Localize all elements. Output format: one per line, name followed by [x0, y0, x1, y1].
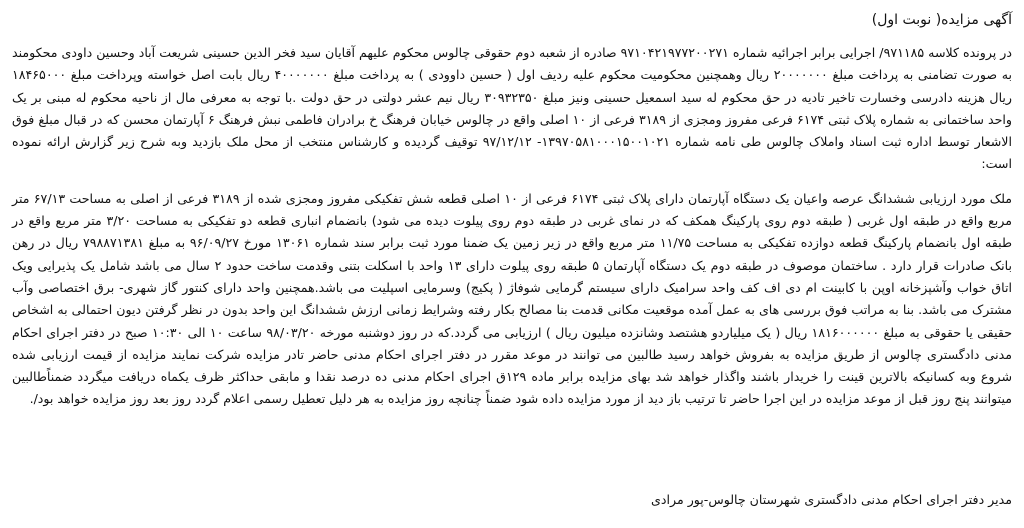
- case-details-paragraph: در پرونده کلاسه ۹۷۱۱۸۵/ اجرایی برابر اجرائیه شماره ۹۷۱۰۴۲۱۹۷۷۲۰۰۲۷۱ صادره از شعبه دوم حقوقی چالوس محکوم علیهم آقایان سید فخر الدین حسینی شریعت آباد وحسین داودی محکومند به صورت تضامنی به پرداخت مبلغ ۲۰۰۰۰۰۰۰ ریال وهمچنین محکومیت محکوم علیه ردیف اول ( حسین داوودی ) به پرداخت مبلغ ۴۰۰۰۰۰۰۰ ریال بابت اصل خواسته وپرداخت مبلغ ۱۸۴۶۵۰۰۰ ریال هزینه دادرسی وخسارت تاخیر تادیه در حق محکوم له سید اسمعیل حسینی ونیز مبلغ ۳۰۹۳۲۳۵۰ ریال نیم عشر دولتی در حق دولت .با توجه به معرفی مال از ناحیه محکوم له مبنی بر یک واحد ساختمانی به شماره پلاک ثبتی ۶۱۷۴ فرعی مفروز ومجزی از ۳۱۸۹ فرعی از ۱۰ اصلی واقع در چالوس خیابان فرهنگ خ برادران فاطمی نبش فرهنگ ۶ آپارتمان محسن که در قبال مبلغ فوق الاشعار توسط اداره ثبت اسناد واملاک چالوس طی نامه شماره ۱۳۹۷۰۵۸۱۰۰۰۱۵۰۰۱۰۲۱- ۹۷/۱۲/۱۲ توقیف گردیده و کارشناس منتخب از محل ملک بازدید وبه شرح زیر گزارش ارائه نموده است:: [12, 45, 1013, 172]
- property-description-paragraph: ملک مورد ارزیابی ششدانگ عرصه واعیان یک دستگاه آپارتمان دارای پلاک ثبتی ۶۱۷۴ فرعی از ۱۰ اصلی قطعه شش تفکیکی مفروز ومجزی شده از ۳۱۸۹ فرعی از اصلی به مساحت ۶۷/۱۳ متر مربع واقع در طبقه اول غربی ( طبقه دوم روی پارکینگ همکف که در نمای غربی در طبقه دوم روی پیلوت دیده می شود) بانضمام انباری قطعه دو تفکیکی به مساحت ۳/۲۰ متر مربع واقع در طبقه اول بانضمام پارکینگ قطعه دوازده تفکیکی به مساحت ۱۱/۷۵ متر مربع واقع در زیر زمین یک ضمنا مورد ثبت برابر سند شماره ۱۳۰۶۱ مورخ ۹۶/۰۹/۲۷ به مبلغ ۷۹۸۸۷۱۳۸۱ ریال در رهن بانک صادرات قرار دارد . ساختمان موصوف در طبقه دوم یک دستگاه آپارتمان ۵ طبقه روی پیلوت دارای ۱۳ واحد با اسکلت بتنی وقدمت ساخت حدود ۲ سال می باشد شامل یک پذیرایی ویک اتاق خواب وآشپزخانه اوپن با کابینت ام دی اف کف واحد سرامیک دارای سیستم گرمایی شوفاژ ( پکیج) وسرمایی اسپلیت می باشد.همچنین واحد دارای کنتور گاز شهری- برق اختصاصی وآب مشترک می باشد. بنا به مراتب فوق بررسی های به عمل آمده موقعیت مکانی قدمت بنا مصالح بکار رفته وشرایط زمانی ارزش ششدانگ این واحد بدون در نظر گرفتن دیون احتمالی به اشخاص حقیقی یا حقوقی به مبلغ ۱۸۱۶۰۰۰۰۰۰ ریال ( یک میلیاردو هشتصد وشانزده میلیون ریال ) ارزیابی می گردد.که در روز دوشنبه مورخه ۹۸/۰۳/۲۰ ساعت ۱۰ الی ۱۰:۳۰ صبح در دفتر اجرای احکام مدنی دادگستری چالوس از طریق مزایده به بفروش خواهد رسید طالبین می توانند در موعد مقرر در دفتر اجرای احکام مدنی حاضر تادر مزایده شرکت نمایند مزایده از قیمت ارزیابی شده شروع وبه کسانیکه بالاترین قینت را خریدار باشند واگذار خواهد شد بهای مزایده برابر ماده ۱۲۹ق اجرای احکام مدنی ده درصد نقدا و مابقی حداکثر ظرف یکماه دریافت میگردد ضمناًطالبین میتوانند پنج روز قبل از موعد مزایده در این اجرا حاضر تا ترتیب باز دید از مورد مزایده داده شود ضمناً چنانچه روز مزایده به هر دلیل تعطیل رسمی اعلام گردد روز بعد روز مزایده خواهد بود/.: [12, 190, 1013, 407]
- notice-heading: آگهی مزایده( نوبت اول): [871, 12, 1012, 28]
- notice-signature: مدیر دفتر اجرای احکام مدنی دادگستری شهرستان چالوس-پور مرادی: [651, 492, 1012, 507]
